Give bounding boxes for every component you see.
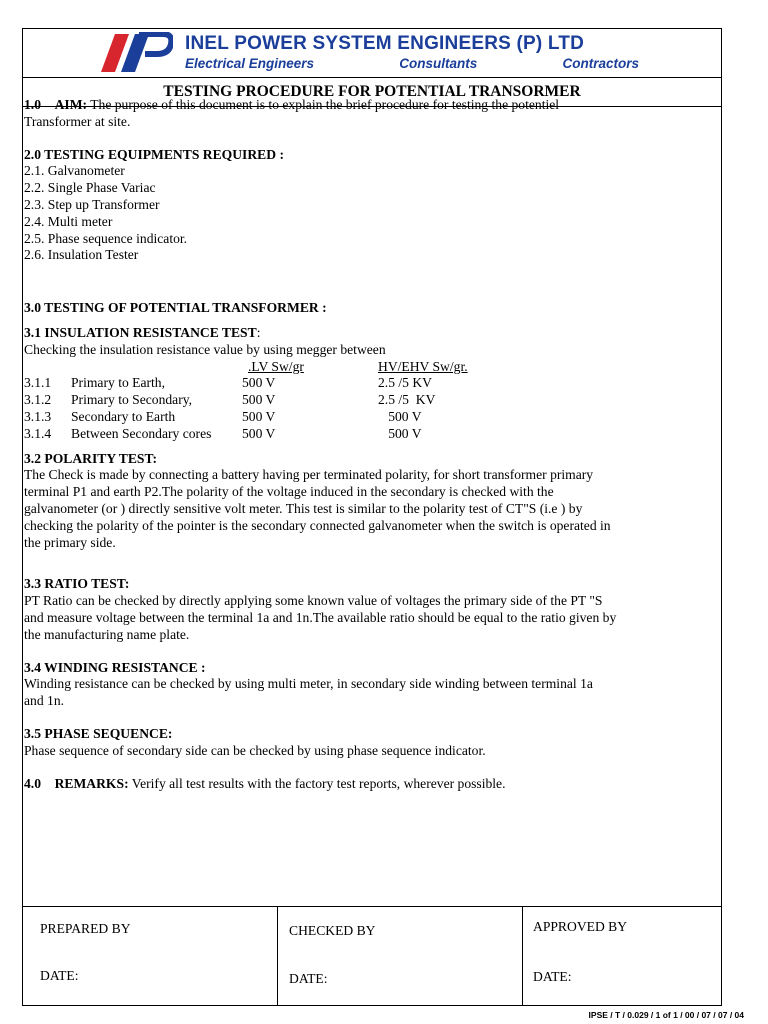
polarity-heading: 3.2 POLARITY TEST:: [24, 450, 158, 466]
company-name: INEL POWER SYSTEM ENGINEERS (P) LTD: [185, 33, 584, 54]
insulation-heading-line: [24, 325, 700, 342]
ratio-heading: 3.3 RATIO TEST:: [24, 576, 130, 592]
table-row: [24, 375, 468, 392]
column-header-hv: HV/EHV Sw/gr.: [378, 358, 468, 374]
row-description: Primary to Secondary,: [71, 392, 193, 408]
row-description: Between Secondary cores: [71, 425, 212, 441]
insulation-table: [24, 359, 468, 443]
table-row: [24, 426, 468, 443]
row-hv-value: 500 V: [378, 408, 422, 424]
winding-heading: 3.4 WINDING RESISTANCE :: [24, 659, 206, 675]
equipment-item: 2.3. Step up Transformer: [24, 196, 160, 212]
table-header-row: [24, 359, 468, 376]
column-header-lv: .LV Sw/gr: [248, 358, 304, 374]
approved-by-label: APPROVED BY: [533, 919, 628, 934]
insulation-heading: 3.1 INSULATION RESISTANCE TEST: [24, 324, 257, 340]
aim-text-continued: Transformer at site.: [24, 113, 131, 129]
checked-date-label: DATE:: [289, 971, 328, 986]
equipment-item: 2.2. Single Phase Variac: [24, 180, 156, 196]
row-hv-value: 2.5 /5 KV: [378, 375, 432, 391]
equipment-item: 2.4. Multi meter: [24, 213, 113, 229]
row-hv-value: 500 V: [378, 425, 422, 441]
equipment-item: 2.1. Galvanometer: [24, 163, 125, 179]
checked-by-cell: [277, 907, 522, 1006]
polarity-text-line: terminal P1 and earth P2.The polarity of the voltage induced in the secondary is checked with the: [24, 484, 554, 500]
polarity-text-line: the primary side.: [24, 534, 116, 550]
row-number: 3.1.3: [24, 408, 52, 424]
prepared-date-label: DATE:: [40, 968, 79, 983]
insulation-intro: Checking the insulation resistance value by using megger between: [24, 341, 386, 357]
row-number: 3.1.4: [24, 425, 52, 441]
tagline-item: Contractors: [562, 56, 639, 71]
phase-heading: 3.5 PHASE SEQUENCE:: [24, 725, 173, 741]
aim-text: The purpose of this document is to explain the brief procedure for testing the potentiel: [90, 97, 560, 112]
prepared-by-label: PREPARED BY: [40, 921, 131, 936]
row-number: 3.1.2: [24, 392, 52, 408]
row-number: 3.1.1: [24, 375, 52, 391]
approved-by-cell: [522, 907, 721, 1006]
ratio-text-line: the manufacturing name plate.: [24, 626, 190, 642]
document-body: [24, 97, 700, 792]
aim-number: 1.0: [24, 97, 41, 112]
insulation-heading-suffix: :: [256, 324, 261, 340]
row-lv-value: 500 V: [242, 375, 276, 391]
tagline-item: Electrical Engineers: [185, 56, 315, 71]
testing-heading: 3.0 TESTING OF POTENTIAL TRANSFORMER :: [24, 300, 327, 316]
ratio-text-line: and measure voltage between the terminal 1a and 1n.The available ratio should be equal to the ratio given by: [24, 609, 617, 625]
company-logo: [95, 32, 173, 74]
remarks-heading: 4.0 REMARKS:: [24, 775, 129, 791]
signoff-table: [23, 906, 721, 1006]
row-description: Secondary to Earth: [71, 408, 176, 424]
polarity-text-line: checking the polarity of the pointer is the secondary connected galvanometer when the switch is operated in: [24, 517, 611, 533]
table-row: [24, 392, 468, 409]
approved-date-label: DATE:: [533, 969, 572, 984]
document-code: IPSE / T / 0.029 / 1 of 1 / 00 / 07 / 07 / 04: [588, 1010, 744, 1020]
winding-text-line: Winding resistance can be checked by using multi meter, in secondary side winding between terminal 1a: [24, 676, 593, 692]
winding-text-line: and 1n.: [24, 693, 65, 709]
tagline-item: Consultants: [399, 56, 478, 71]
remarks-line: [24, 776, 700, 793]
company-tagline: [185, 56, 639, 71]
ratio-text-line: PT Ratio can be checked by directly applying some known value of voltages the primary side of the PT "S: [24, 593, 603, 609]
remarks-text: Verify all test results with the factory test reports, wherever possible.: [131, 775, 506, 791]
row-hv-value: 2.5 /5 KV: [378, 392, 436, 408]
equipments-heading: 2.0 TESTING EQUIPMENTS REQUIRED :: [24, 146, 284, 162]
equipment-item: 2.5. Phase sequence indicator.: [24, 230, 188, 246]
polarity-text-line: The Check is made by connecting a battery having per terminated polarity, for short transformer primary: [24, 467, 594, 483]
document-title: TESTING PROCEDURE FOR POTENTIAL TRANSORMER: [23, 77, 721, 107]
phase-text: Phase sequence of secondary side can be checked by using phase sequence indicator.: [24, 742, 486, 758]
table-row: [24, 409, 468, 426]
row-lv-value: 500 V: [242, 392, 276, 408]
aim-heading: AIM:: [54, 97, 88, 112]
row-description: Primary to Earth,: [71, 375, 166, 391]
row-lv-value: 500 V: [242, 425, 276, 441]
letterhead: [23, 29, 721, 77]
polarity-text-line: galvanometer (or ) directly sensitive volt meter. This test is similar to the polarity test of CT"S (i.e ) by: [24, 500, 583, 516]
row-lv-value: 500 V: [242, 408, 276, 424]
prepared-by-cell: [23, 907, 277, 1006]
aim-line: [24, 97, 700, 114]
checked-by-label: CHECKED BY: [289, 923, 376, 938]
equipment-item: 2.6. Insulation Tester: [24, 247, 139, 263]
